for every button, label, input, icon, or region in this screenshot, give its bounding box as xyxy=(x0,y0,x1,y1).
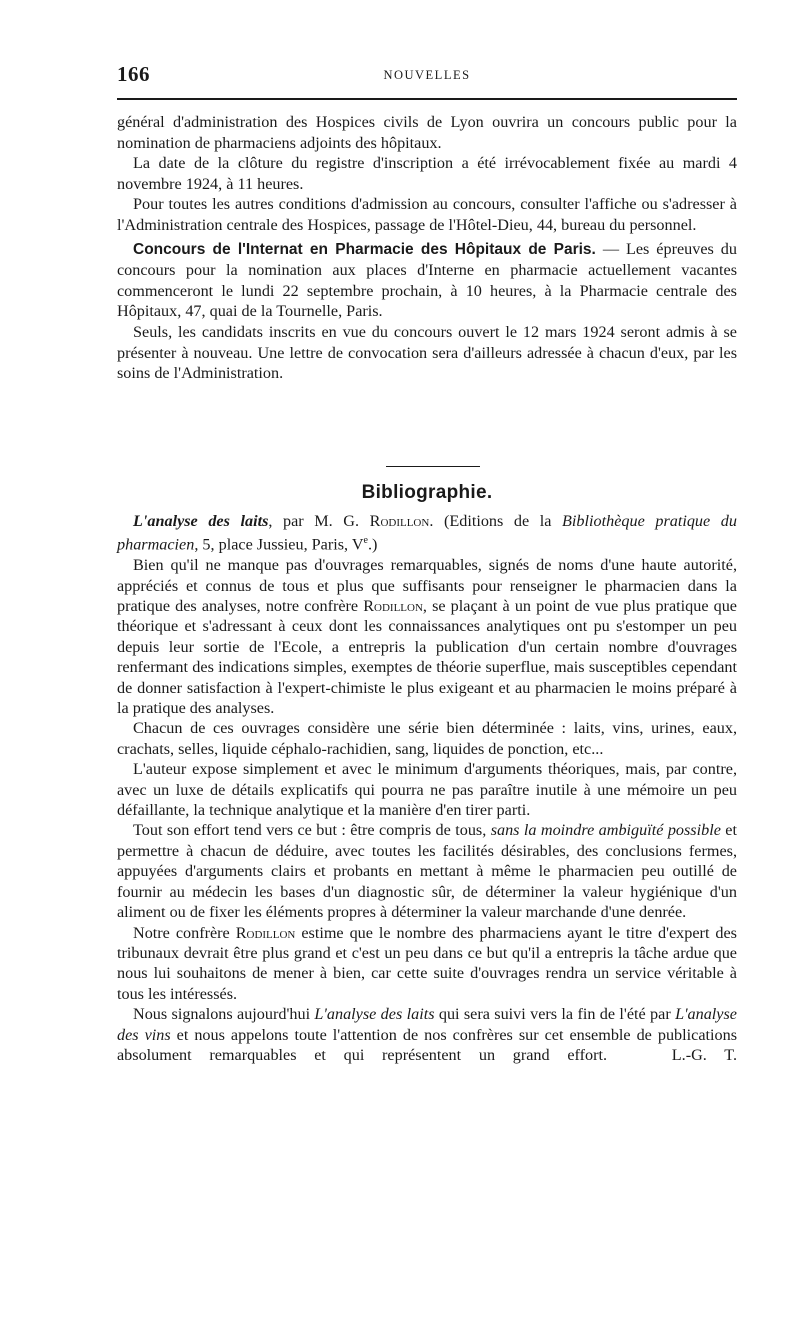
review-paragraph-3: L'auteur expose simplement et avec le minimum d'arguments théoriques, mais, par contre, avec un luxe de détails explicatifs qui pourra ne pas paraître inutile à une mémoire un peu défaillante, la technique analytique et la manière d'en tirer parti. xyxy=(117,760,737,820)
review-p1-start: Bien qu'il ne manque pas d'ouvrages remarquables, signés de noms d'une haute autorité, appréciés et connus de tous et plus que suffisants pour renseigner le pharmacien dans la pratique des analyses, notre confrère xyxy=(117,556,737,616)
review-p5-author: Rodillon xyxy=(235,923,296,942)
citation-superscript: e xyxy=(363,535,368,547)
review-paragraph-2: Chacun de ces ouvrages considère une série bien déterminée : laits, vins, urines, eaux, crachats, selles, liquide céphalo-rachidien, sang, liquides de ponction, etc... xyxy=(117,719,737,758)
internat-text: — Les épreuves du concours pour la nomination aux places d'Interne en pharmacie actuellement vacantes commenceront le lundi 22 septembre prochain, à 10 heures, à la Pharmacie centrale des Hôpitaux, 47, quai de la Tournelle, Paris. xyxy=(117,239,737,321)
section-divider xyxy=(386,466,480,467)
bibliography-heading: Bibliographie. xyxy=(361,482,493,503)
series-title: Bibliothèque pratique du pharmacien xyxy=(117,512,737,554)
page-header xyxy=(117,62,737,90)
review-paragraph-4 xyxy=(117,820,737,922)
review-paragraph-6 xyxy=(117,1004,737,1065)
lyon-paragraph-2: La date de la clôture du registre d'inscription a été irrévocablement fixée au mardi 4 novembre 1924, à 11 heures. xyxy=(117,154,737,193)
book-citation xyxy=(117,511,737,555)
citation-end: .) xyxy=(367,535,378,554)
book-title: L'analyse des laits xyxy=(133,512,269,530)
running-head: NOUVELLES xyxy=(383,68,471,82)
review-p6-mid: qui sera suivi vers la fin de l'été par xyxy=(434,1005,676,1024)
internat-paragraph-1 xyxy=(117,239,737,322)
citation-par: , par M. G. xyxy=(268,512,370,530)
review-p4-start: Tout son effort tend vers ce but : être compris de tous, xyxy=(133,821,491,840)
news-column xyxy=(117,112,737,384)
review-p4-italic: sans la moindre ambiguïté possible xyxy=(490,821,721,840)
internat-paragraph-2: Seuls, les candidats inscrits en vue du concours ouvert le 12 mars 1924 seront admis à se présenter à nouveau. Une lettre de convocation sera d'ailleurs adressée à chacun d'eux, par les soins de l'Administration. xyxy=(117,322,737,383)
page-number: 166 xyxy=(117,62,150,86)
review-p1-end: , se plaçant à un point de vue plus pratique que théorique et s'adressant à ceux dont les connaissances analytiques ont pu s'estomper un peu depuis leur sortie de l'Ecole, a entrepris la publication d'un certain nombre d'ouvrages renfermant des indications simples, exemptes de théorie superflue, mais susceptibles cependant de donner satisfaction à l'expert-chimiste le plus exigeant et au pharmacien le moins préparé à la pratique des analyses. xyxy=(117,597,737,718)
citation-author: Rodillon xyxy=(369,512,430,530)
bibliography-column xyxy=(117,511,737,1065)
review-p5-start: Notre confrère xyxy=(133,923,236,942)
review-p6-italic-2: L'analyse des vins xyxy=(117,1005,737,1044)
lyon-paragraph-3: Pour toutes les autres conditions d'admission au concours, consulter l'affiche ou s'adresser à l'Administration centrale des Hospices, passage de l'Hôtel-Dieu, 44, bureau du personnel. xyxy=(117,195,737,234)
lyon-paragraph-1: général d'administration des Hospices civils de Lyon ouvrira un concours public pour la nomination de pharmaciens adjoints des hôpitaux. xyxy=(117,113,737,152)
review-p4-end: et permettre à chacun de déduire, avec toutes les facilités désirables, des conclusions fermes, appuyées d'arguments clairs et probants en mettant à même le pharmacien peu outillé de fournir au médecin les bases d'un diagnostic sûr, de déterminer la valeur hygiénique d'un aliment ou de fixer les éléments propres à déterminer la valeur marchande d'une denrée. xyxy=(117,821,737,922)
review-paragraph-5 xyxy=(117,923,737,1005)
review-p6-italic-1: L'analyse des laits xyxy=(314,1005,435,1024)
review-p1-author: Rodillon xyxy=(363,597,423,616)
internat-title: Concours de l'Internat en Pharmacie des Hôpitaux de Paris. xyxy=(133,240,596,258)
citation-editions: . (Editions de la xyxy=(429,512,563,530)
review-p6-start: Nous signalons aujourd'hui xyxy=(133,1005,315,1024)
citation-address: , 5, place Jussieu, Paris, V xyxy=(194,535,364,554)
review-p5-end: estime que le nombre des pharmaciens ayant le titre d'expert des tribunaux devrait être plus grand et c'est un peu dans ce but qu'il a entrepris la tâche ardue que nous lui souhaitons de mener à bien, car cette suite d'ouvrages rendra un service véritable à tous les intéressés. xyxy=(117,923,737,1003)
review-p6-end: et nous appelons toute l'attention de nos confrères sur cet ensemble de publications absolument remarquables et qui représentent un grand effort. xyxy=(117,1025,737,1064)
header-rule xyxy=(117,98,737,100)
review-signature: L.-G. T. xyxy=(671,1045,737,1064)
review-paragraph-1 xyxy=(117,555,737,718)
